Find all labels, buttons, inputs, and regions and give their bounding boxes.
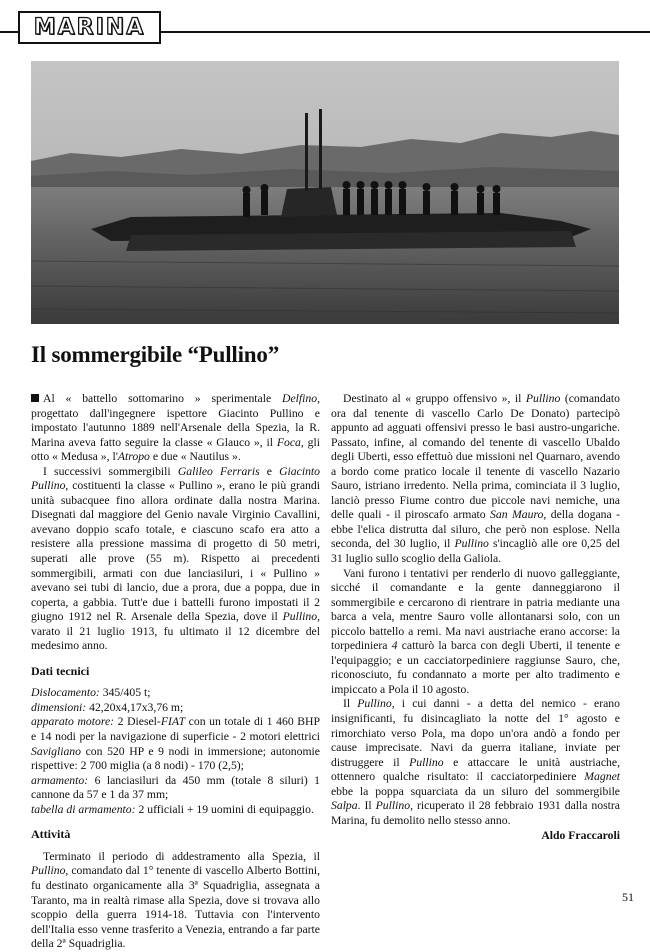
sauro-paragraph: Vani furono i tentativi per renderlo di nuovo galleggiante, sicché il comandante e la gente danneggiarono il sommergibile e cercarono di rientrare in patria mediante una barca a vela, mentre Sauro volle allontanarsi solo, con un piccolo battello a remi. Ma navi austriache erano accorse: la torpediniera 4 catturò la barca con degli Uberti, il tenente e l'equipaggio; e un cacciatorpediniere raggiunse Sauro, che, riconosciuto, fu condannato a morte per alto tradimento e impiccato a Pola il 10 agosto. xyxy=(331,566,620,696)
tech-data-heading: Dati tecnici xyxy=(31,663,90,678)
activity-paragraph: Terminato il periodo di addestramento alla Spezia, il Pullino, comandato dal 1° tenente di vascello Alberto Bottini, fu destinato organicamente alla 3ª Squadriglia, assegnata a Taranto, ma in realtà rimase alla Spezia, dove si trovava allo scoppio della guerra 1914-18. Tuttavia con l'intervento dell'Italia esso venne trasferito a Venezia, entrando a far parte della 2ª Squadriglia. xyxy=(31,849,320,951)
activity-heading: Attività xyxy=(31,827,71,842)
tech-crew: tabella di armamento: 2 ufficiali + 19 uomini di equipaggio. xyxy=(31,802,314,816)
submarine-photo xyxy=(31,61,619,324)
offensive-group-paragraph: Destinato al « gruppo offensivo », il Pullino (comandato ora dal tenente di vascello Carlo De Donato) partecipò appunto ad agguati offensivi presso le basi austro-ungariche. Passato, infine, al comando del tenente di vascello Ubaldo degli Uberti, esso effettuò due missioni nel Quarnaro, avendo a bordo come pratico locale il tenente di vascello Nazario Sauro, istriano irredento. Nella prima, cominciata il 3 luglio, lanciò presso Fiume contro due piccole navi nemiche, una delle quali - il piroscafo armato San Mauro, della dogana - ebbe l'elica distrutta dal siluro, che però non esplose. Nella seconda, del 30 luglio, il Pullino s'incagliò alle ore 0,25 del 31 luglio sullo scoglio della Galiola. xyxy=(331,392,621,566)
tech-engine: apparato motore: 2 Diesel-FIAT con un totale di 1 460 BHP e 14 nodi per la navigazione di superficie - 2 motori elettrici Savigliano con 520 HP e 9 nodi in immersione; autonomie rispettive: 2 700 miglia (a 8 nodi) - 170 (2,5); xyxy=(31,715,320,773)
section-label: MARINA xyxy=(33,15,146,40)
author-signature: Aldo Fraccaroli xyxy=(541,829,620,843)
article-title: Il sommergibile “Pullino” xyxy=(31,342,280,367)
right-column xyxy=(331,392,620,844)
tech-dimensions: dimensioni: 42,20x4,17x3,76 m; xyxy=(31,700,184,714)
bullet-square-icon xyxy=(31,394,39,402)
submarine-photo-drawing xyxy=(31,61,619,324)
tech-armament: armamento: 6 lanciasiluri da 450 mm (totale 8 siluri) 1 cannone da 57 e 1 da 37 mm; xyxy=(31,773,320,802)
classe-pullino-paragraph: I successivi sommergibili Galileo Ferraris e Giacinto Pullino, costituenti la classe « Pullino », erano le più grandi unità subacquee fino allora ordinate dalla nostra Marina. Disegnati dal maggiore del Genio navale Virginio Cavallini, avevano doppio scafo totale, e ciascuno scafo era atto a resistere alla pressione massima di progetto di 50 metri, superati alle prove (55 m). Rispetto ai precedenti sommergibili, armati con due lanciasiluri, i « Pullino » avevano sei tubi di lancio, due a prora, due a poppa, due in coperta, a gabbia. Tutt'e due i battelli furono impostati il 2 giugno 1912 nel R. Arsenale della Spezia, dove il Pullino, varato il 21 luglio 1913, fu ultimato il 12 dicembre del medesimo anno. xyxy=(31,464,321,653)
page-number: 51 xyxy=(622,890,634,904)
tech-data-list xyxy=(31,686,320,817)
left-column xyxy=(31,392,320,952)
section-header xyxy=(18,11,161,44)
intro-paragraph: Al « battello sottomarino » sperimentale Delfino, progettato dall'ingegnere ispettore Giacinto Pullino e impostato l'autunno 1889 nell'Arsenale della Spezia, la R. Marina aveva fatto seguire la classe « Glauco », il Foca, gli otto « Medusa », l'Atropo e due « Nautilus ». xyxy=(31,392,320,464)
tech-displacement: Dislocamento: 345/405 t; xyxy=(31,686,151,700)
fate-paragraph: Il Pullino, i cui danni - a detta del nemico - erano insignificanti, fu disincagliato la notte del 1° agosto e rimorchiato verso Pola, ma dopo un'ora andò a fondo per cause imprecisate. Navi da guerra italiane, inviate per distruggere il Pullino e attaccare le unità austriache, ottennero qualche risultato: il cacciatorpediniere Magnet ebbe la poppa squarciata da un siluro del sommergibile Salpa. Il Pullino, ricuperato il 28 febbraio 1931 dalla nostra Marina, fu demolito nello stesso anno. xyxy=(331,697,621,827)
